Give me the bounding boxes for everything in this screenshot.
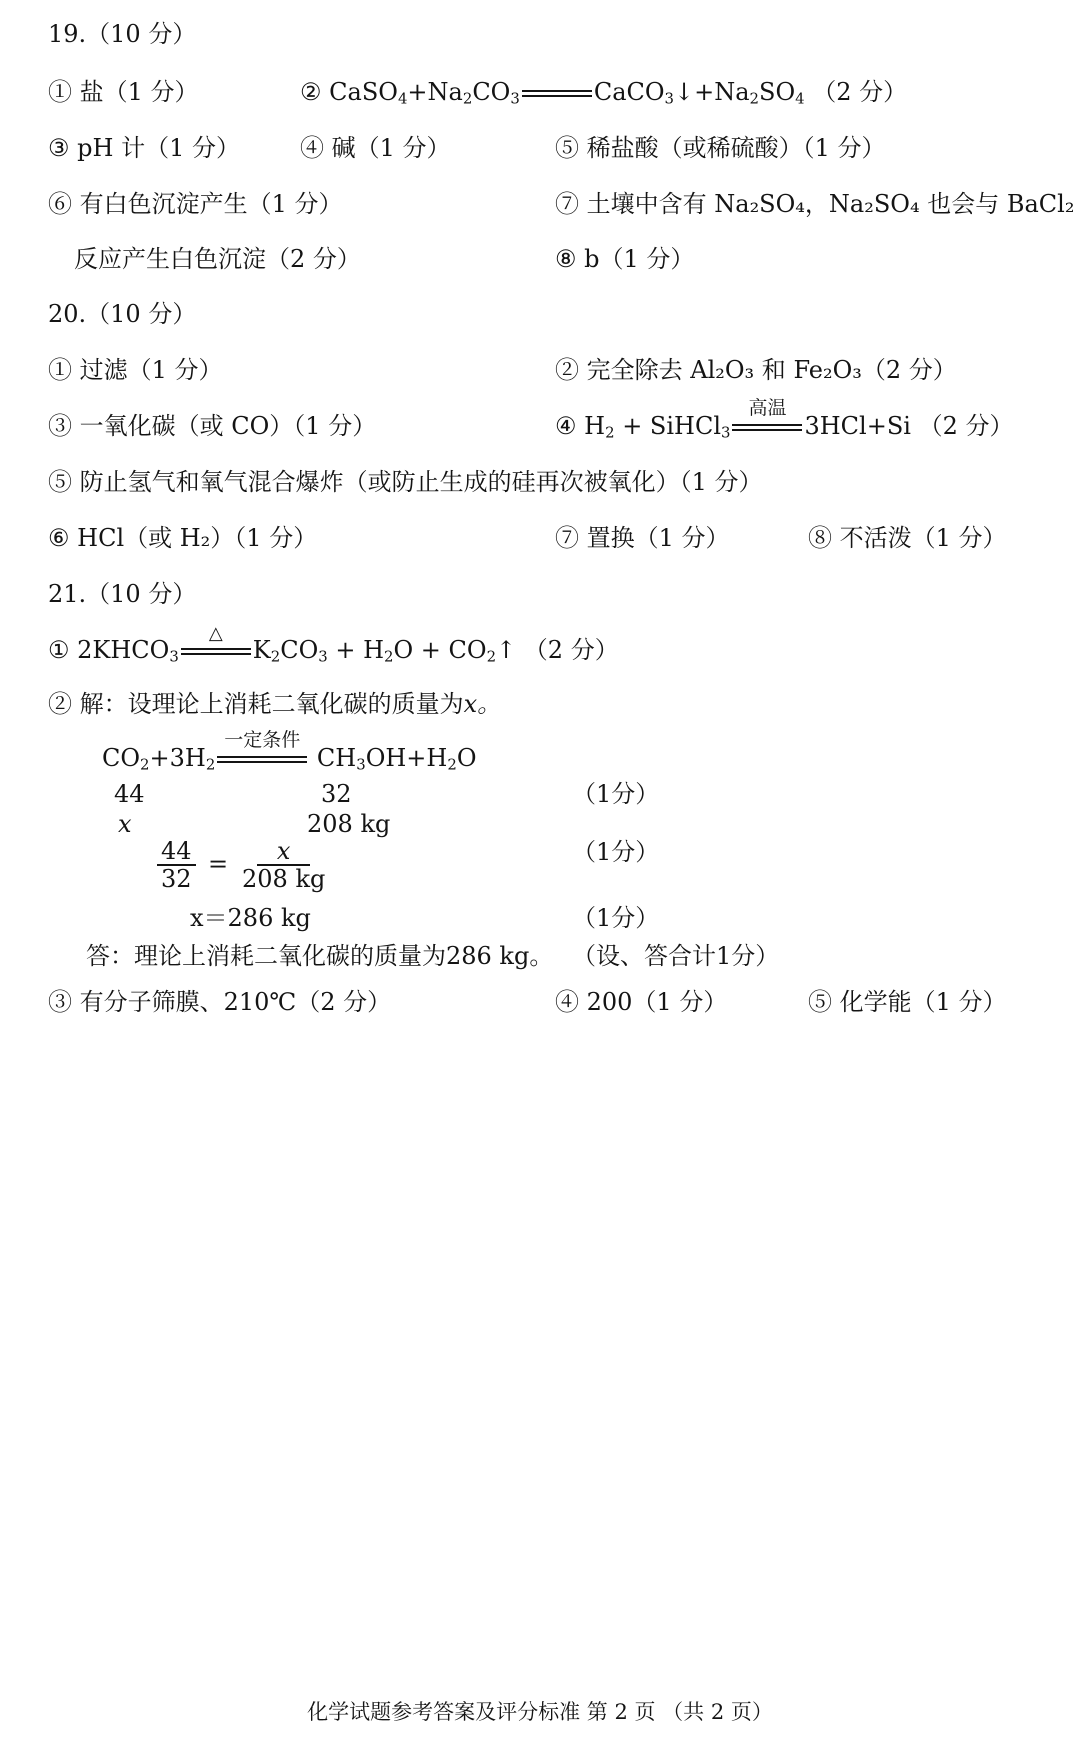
q21-answer-5: ⑤ 化学能（1 分） bbox=[808, 988, 1007, 1016]
q21-answer-2-intro bbox=[48, 690, 501, 719]
q19-answer-8: ⑧ b（1 分） bbox=[555, 245, 695, 273]
q21-answer-3: ③ 有分子筛膜、210℃（2 分） bbox=[48, 988, 392, 1016]
fraction-left-denominator: 32 bbox=[161, 865, 192, 894]
q19-header: 19.（10 分） bbox=[48, 20, 197, 48]
q21-header: 21.（10 分） bbox=[48, 580, 197, 608]
condition-text: 一定条件 bbox=[224, 728, 301, 751]
score-3: （1分） bbox=[572, 904, 660, 932]
reaction-condition bbox=[217, 728, 307, 767]
heat-triangle-icon: △ bbox=[208, 622, 223, 644]
equals-sign-double bbox=[522, 87, 592, 101]
condition-high-temp: 高温 bbox=[748, 396, 787, 419]
q19-answer-7-line1: ⑦ 土壤中含有 Na₂SO₄，Na₂SO₄ 也会与 BaCl₂ bbox=[555, 190, 1075, 218]
q21-equation-2: $CO_2+3H_2$ 一定条件 $CH_3OH+H_2O$ bbox=[102, 728, 477, 774]
unknown-x: x bbox=[118, 810, 132, 838]
fraction-right-numerator: x bbox=[257, 838, 311, 866]
equals: = bbox=[208, 850, 229, 878]
q21-intro-text: ② 解：设理论上消耗二氧化碳的质量为 bbox=[48, 690, 464, 718]
q20-answer-2: ② 完全除去 Al₂O₃ 和 Fe₂O₃（2 分） bbox=[555, 356, 957, 384]
final-answer: 答：理论上消耗二氧化碳的质量为286 kg。 bbox=[86, 942, 554, 970]
q21-answer-1 bbox=[48, 622, 619, 666]
q19-answer-6: ⑥ 有白色沉淀产生（1 分） bbox=[48, 190, 343, 218]
q20-answer-7: ⑦ 置换（1 分） bbox=[555, 524, 730, 552]
q21-answer-4: ④ 200（1 分） bbox=[555, 988, 728, 1016]
q20-answer-6: ⑥ HCl（或 H₂）（1 分） bbox=[48, 524, 318, 552]
fraction-left bbox=[157, 838, 196, 894]
score-1: （1分） bbox=[572, 780, 660, 808]
q19-answer-2-marker: ② bbox=[300, 78, 322, 106]
q19-answer-3: ③ pH 计（1 分） bbox=[48, 134, 240, 162]
q20-answer-8: ⑧ 不活泼（1 分） bbox=[808, 524, 1007, 552]
q20-answer-3: ③ 一氧化碳（或 CO）（1 分） bbox=[48, 412, 377, 440]
given-mass: 208 kg bbox=[307, 810, 391, 838]
mass-ch3oh: 32 bbox=[321, 780, 352, 808]
q19-answer-4: ④ 碱（1 分） bbox=[300, 134, 451, 162]
reaction-condition bbox=[732, 396, 802, 435]
fraction-right-denominator: 208 kg bbox=[242, 865, 326, 894]
score-note: （设、答合计1分） bbox=[572, 942, 780, 970]
fraction-right bbox=[238, 838, 329, 894]
q19-answer-5: ⑤ 稀盐酸（或稀硫酸）（1 分） bbox=[555, 134, 886, 162]
score-2: （1分） bbox=[572, 838, 660, 866]
q21-answer-1-marker: ① bbox=[48, 636, 70, 664]
mass-co2: 44 bbox=[114, 780, 145, 808]
reaction-condition bbox=[181, 622, 251, 659]
q19-answer-2 bbox=[300, 78, 907, 107]
fraction-left-numerator: 44 bbox=[157, 838, 196, 866]
q19-answer-2-score: （2 分） bbox=[812, 78, 908, 106]
q20-answer-1: ① 过滤（1 分） bbox=[48, 356, 223, 384]
q20-answer-4 bbox=[555, 396, 1014, 442]
q21-intro-var: x。 bbox=[463, 690, 502, 718]
q20-equation: $H_2$ + SiHCl$_3$ 高温 3HCl+Si bbox=[584, 396, 911, 442]
result: x＝286 kg bbox=[190, 904, 311, 932]
q20-header: 20.（10 分） bbox=[48, 300, 197, 328]
q21-answer-1-score: （2 分） bbox=[523, 636, 619, 664]
q21-equation-1: $2KHCO_3$ △ $K_2CO_3 + H_2O$ + $CO_2↑$ bbox=[77, 622, 517, 666]
q19-equation: $CaSO_4+Na_2CO_3$ $CaCO_3↓+Na_2SO_4$ bbox=[329, 78, 805, 108]
q20-answer-5: ⑤ 防止氢气和氧气混合爆炸（或防止生成的硅再次被氧化）（1 分） bbox=[48, 468, 763, 496]
page-footer: 化学试题参考答案及评分标准 第 2 页 （共 2 页） bbox=[307, 1700, 773, 1724]
q20-answer-4-marker: ④ bbox=[555, 412, 577, 440]
q20-answer-4-score: （2 分） bbox=[918, 412, 1014, 440]
q19-answer-1: ① 盐（1 分） bbox=[48, 78, 199, 106]
q19-answer-7-line2: 反应产生白色沉淀（2 分） bbox=[74, 245, 361, 273]
